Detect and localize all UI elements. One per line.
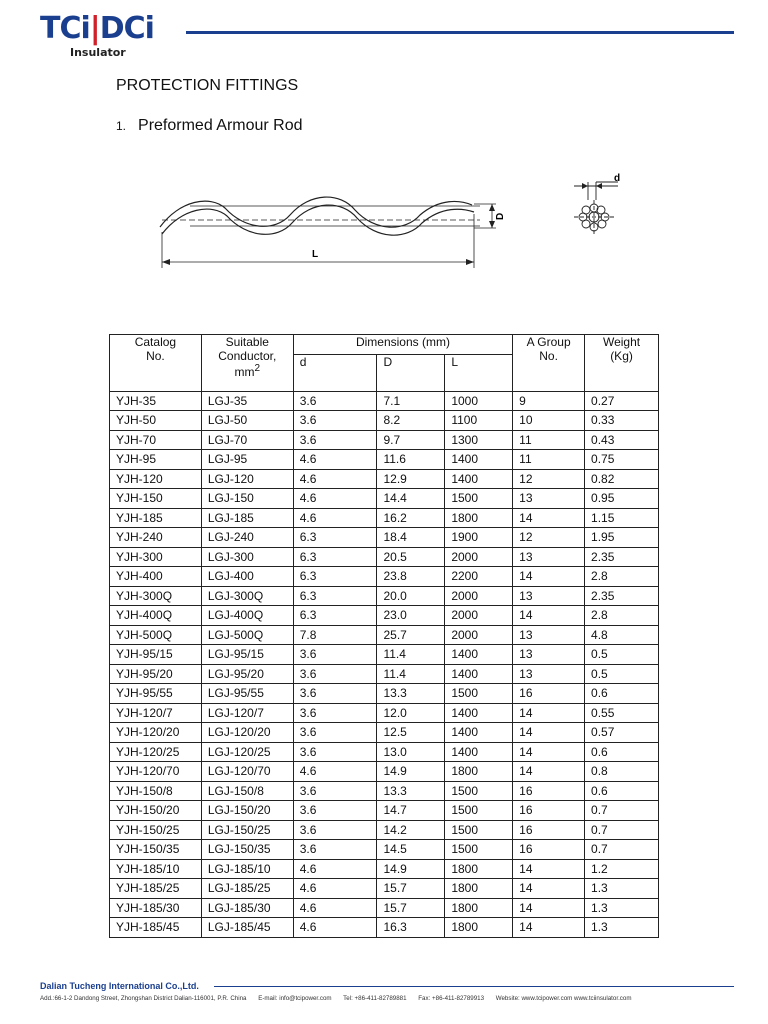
- cell-catalog: YJH-300Q: [110, 586, 202, 606]
- cell-catalog: YJH-400: [110, 567, 202, 587]
- cell-L: 2000: [445, 586, 513, 606]
- cell-catalog: YJH-150/20: [110, 801, 202, 821]
- cell-group: 14: [513, 703, 585, 723]
- cell-weight: 0.5: [585, 664, 659, 684]
- cell-catalog: YJH-95/55: [110, 684, 202, 704]
- cell-weight: 0.6: [585, 742, 659, 762]
- logo-subtitle: Insulator: [70, 46, 126, 59]
- cell-D: 13.0: [377, 742, 445, 762]
- cell-D: 11.4: [377, 664, 445, 684]
- cell-L: 2200: [445, 567, 513, 587]
- cell-conductor: LGJ-35: [201, 391, 293, 411]
- cell-D: 16.3: [377, 918, 445, 938]
- cell-L: 1400: [445, 450, 513, 470]
- cell-catalog: YJH-95/20: [110, 664, 202, 684]
- cell-weight: 0.82: [585, 469, 659, 489]
- cell-weight: 1.3: [585, 879, 659, 899]
- cell-conductor: LGJ-150: [201, 489, 293, 509]
- cell-d: 6.3: [293, 567, 377, 587]
- cell-d: 6.3: [293, 606, 377, 626]
- cell-d: 6.3: [293, 528, 377, 548]
- footer-contact: [40, 995, 740, 1002]
- cell-L: 1800: [445, 879, 513, 899]
- cell-weight: 0.33: [585, 411, 659, 431]
- item-number: 1.: [116, 119, 127, 133]
- cell-catalog: YJH-120/70: [110, 762, 202, 782]
- cell-d: 3.6: [293, 781, 377, 801]
- cell-D: 13.3: [377, 781, 445, 801]
- cell-D: 23.8: [377, 567, 445, 587]
- table-row: [110, 391, 659, 411]
- footer-tel: Tel: +86-411-82789881: [343, 995, 407, 1002]
- table-row: [110, 547, 659, 567]
- cell-D: 15.7: [377, 898, 445, 918]
- cell-L: 1800: [445, 508, 513, 528]
- cell-d: 4.6: [293, 450, 377, 470]
- table-row: [110, 840, 659, 860]
- cell-conductor: LGJ-500Q: [201, 625, 293, 645]
- cell-weight: 4.8: [585, 625, 659, 645]
- cell-D: 9.7: [377, 430, 445, 450]
- cell-L: 1800: [445, 859, 513, 879]
- cell-conductor: LGJ-400: [201, 567, 293, 587]
- table-row: [110, 723, 659, 743]
- cell-weight: 0.6: [585, 781, 659, 801]
- cell-group: 16: [513, 684, 585, 704]
- cell-d: 3.6: [293, 430, 377, 450]
- cell-catalog: YJH-35: [110, 391, 202, 411]
- cell-group: 16: [513, 840, 585, 860]
- cell-group: 14: [513, 567, 585, 587]
- cell-d: 3.6: [293, 645, 377, 665]
- cell-D: 14.7: [377, 801, 445, 821]
- cell-weight: 0.6: [585, 684, 659, 704]
- cell-conductor: LGJ-185/30: [201, 898, 293, 918]
- cell-group: 11: [513, 450, 585, 470]
- table-row: [110, 528, 659, 548]
- footer-divider: [214, 986, 734, 987]
- cell-weight: 1.15: [585, 508, 659, 528]
- footer-website: Website: www.tcipower.com www.tciinsulator.com: [495, 995, 632, 1002]
- cell-d: 4.6: [293, 508, 377, 528]
- cell-group: 14: [513, 762, 585, 782]
- cell-L: 1400: [445, 645, 513, 665]
- cell-weight: 1.3: [585, 898, 659, 918]
- cell-D: 14.4: [377, 489, 445, 509]
- cell-group: 13: [513, 645, 585, 665]
- cell-L: 1500: [445, 801, 513, 821]
- cell-weight: 0.7: [585, 801, 659, 821]
- table-row: [110, 606, 659, 626]
- cell-weight: 2.8: [585, 606, 659, 626]
- table-row: [110, 684, 659, 704]
- cell-L: 1500: [445, 684, 513, 704]
- cell-conductor: LGJ-300Q: [201, 586, 293, 606]
- cell-d: 4.6: [293, 898, 377, 918]
- table-row: [110, 703, 659, 723]
- cell-weight: 0.75: [585, 450, 659, 470]
- cell-d: 6.3: [293, 547, 377, 567]
- cell-group: 14: [513, 918, 585, 938]
- cell-d: 3.6: [293, 703, 377, 723]
- cell-weight: 0.43: [585, 430, 659, 450]
- cell-D: 25.7: [377, 625, 445, 645]
- cell-d: 3.6: [293, 801, 377, 821]
- cell-D: 13.3: [377, 684, 445, 704]
- wire-diameter-label: d: [614, 173, 621, 184]
- cell-conductor: LGJ-185: [201, 508, 293, 528]
- cell-catalog: YJH-185: [110, 508, 202, 528]
- cell-weight: 1.95: [585, 528, 659, 548]
- table-row: [110, 801, 659, 821]
- footer-address: Add.:66-1-2 Dandong Street, Zhongshan District Dalian-116001, P.R. China: [40, 995, 247, 1002]
- cell-L: 1000: [445, 391, 513, 411]
- table-row: [110, 625, 659, 645]
- cell-conductor: LGJ-240: [201, 528, 293, 548]
- cell-d: 3.6: [293, 391, 377, 411]
- cell-D: 8.2: [377, 411, 445, 431]
- length-label: L: [312, 249, 319, 260]
- cell-D: 12.9: [377, 469, 445, 489]
- cell-group: 14: [513, 879, 585, 899]
- cell-D: 12.0: [377, 703, 445, 723]
- cell-L: 1400: [445, 723, 513, 743]
- cell-conductor: LGJ-95/15: [201, 645, 293, 665]
- table-row: [110, 430, 659, 450]
- cell-L: 1500: [445, 820, 513, 840]
- cell-conductor: LGJ-95: [201, 450, 293, 470]
- col-header-D: D: [377, 354, 445, 391]
- cell-group: 11: [513, 430, 585, 450]
- footer-fax: Fax: +86-411-82789913: [418, 995, 485, 1002]
- cell-conductor: LGJ-70: [201, 430, 293, 450]
- cell-L: 1400: [445, 664, 513, 684]
- cell-L: 2000: [445, 606, 513, 626]
- cell-weight: 1.2: [585, 859, 659, 879]
- cell-group: 9: [513, 391, 585, 411]
- cell-L: 1400: [445, 703, 513, 723]
- table-row: [110, 469, 659, 489]
- cell-conductor: LGJ-120/7: [201, 703, 293, 723]
- col-header-weight: Weight (Kg): [585, 335, 659, 392]
- table-row: [110, 645, 659, 665]
- cell-catalog: YJH-70: [110, 430, 202, 450]
- cell-group: 13: [513, 586, 585, 606]
- cell-group: 12: [513, 528, 585, 548]
- cell-L: 2000: [445, 547, 513, 567]
- cell-catalog: YJH-95/15: [110, 645, 202, 665]
- cell-L: 1400: [445, 742, 513, 762]
- cell-L: 1800: [445, 918, 513, 938]
- cell-weight: 0.7: [585, 820, 659, 840]
- cell-catalog: YJH-150/35: [110, 840, 202, 860]
- cell-weight: 2.35: [585, 586, 659, 606]
- cell-group: 14: [513, 606, 585, 626]
- cell-conductor: LGJ-95/20: [201, 664, 293, 684]
- cell-group: 16: [513, 781, 585, 801]
- cell-D: 15.7: [377, 879, 445, 899]
- table-row: [110, 820, 659, 840]
- section-title: PROTECTION FITTINGS: [116, 77, 299, 94]
- cell-L: 1100: [445, 411, 513, 431]
- item-title: Preformed Armour Rod: [138, 117, 303, 134]
- cell-conductor: LGJ-185/45: [201, 918, 293, 938]
- cell-conductor: LGJ-185/10: [201, 859, 293, 879]
- cell-group: 16: [513, 801, 585, 821]
- cell-L: 1400: [445, 469, 513, 489]
- cell-catalog: YJH-120/20: [110, 723, 202, 743]
- cell-catalog: YJH-240: [110, 528, 202, 548]
- cell-d: 7.8: [293, 625, 377, 645]
- cell-catalog: YJH-185/45: [110, 918, 202, 938]
- cell-catalog: YJH-150/8: [110, 781, 202, 801]
- logo-dci: DCi: [99, 11, 154, 46]
- cell-d: 3.6: [293, 820, 377, 840]
- cell-d: 3.6: [293, 411, 377, 431]
- cell-catalog: YJH-185/30: [110, 898, 202, 918]
- subsection-heading: [116, 117, 303, 135]
- cell-weight: 0.57: [585, 723, 659, 743]
- cell-conductor: LGJ-120/70: [201, 762, 293, 782]
- cell-conductor: LGJ-120/25: [201, 742, 293, 762]
- header-divider: [186, 31, 734, 34]
- table-row: [110, 664, 659, 684]
- table-row: [110, 586, 659, 606]
- table-row: [110, 781, 659, 801]
- table-row: [110, 489, 659, 509]
- rod-helix-upper: [160, 197, 472, 227]
- cell-D: 16.2: [377, 508, 445, 528]
- cell-catalog: YJH-300: [110, 547, 202, 567]
- col-header-conductor: Suitable Conductor, $mm^2$: [201, 335, 293, 392]
- cell-catalog: YJH-150/25: [110, 820, 202, 840]
- cell-catalog: YJH-120: [110, 469, 202, 489]
- table-row: [110, 918, 659, 938]
- cell-d: 4.6: [293, 879, 377, 899]
- cell-weight: 1.3: [585, 918, 659, 938]
- cell-L: 1300: [445, 430, 513, 450]
- table-row: [110, 859, 659, 879]
- cell-d: 4.6: [293, 469, 377, 489]
- company-logo: [40, 11, 154, 59]
- cell-D: 14.2: [377, 820, 445, 840]
- cell-weight: 0.95: [585, 489, 659, 509]
- cell-group: 14: [513, 859, 585, 879]
- cell-catalog: YJH-50: [110, 411, 202, 431]
- cell-group: 16: [513, 820, 585, 840]
- cell-d: 3.6: [293, 742, 377, 762]
- logo-separator: |: [89, 11, 100, 46]
- col-header-L: L: [445, 354, 513, 391]
- cell-weight: 0.7: [585, 840, 659, 860]
- logo-tci: TCi: [40, 11, 90, 46]
- cell-catalog: YJH-120/7: [110, 703, 202, 723]
- cell-group: 14: [513, 742, 585, 762]
- col-header-group: A Group No.: [513, 335, 585, 392]
- table-body: [110, 391, 659, 937]
- col-header-d: d: [293, 354, 377, 391]
- cell-conductor: LGJ-150/25: [201, 820, 293, 840]
- cell-D: 11.6: [377, 450, 445, 470]
- cell-weight: 2.35: [585, 547, 659, 567]
- cell-group: 13: [513, 664, 585, 684]
- cell-catalog: YJH-120/25: [110, 742, 202, 762]
- cell-weight: 0.5: [585, 645, 659, 665]
- table-row: [110, 898, 659, 918]
- cell-catalog: YJH-95: [110, 450, 202, 470]
- cell-group: 12: [513, 469, 585, 489]
- cell-conductor: LGJ-120/20: [201, 723, 293, 743]
- cell-D: 12.5: [377, 723, 445, 743]
- cell-conductor: LGJ-95/55: [201, 684, 293, 704]
- cell-L: 1800: [445, 762, 513, 782]
- cell-catalog: YJH-185/25: [110, 879, 202, 899]
- cell-group: 13: [513, 489, 585, 509]
- cell-conductor: LGJ-185/25: [201, 879, 293, 899]
- cell-D: 20.5: [377, 547, 445, 567]
- table-row: [110, 450, 659, 470]
- cell-D: 23.0: [377, 606, 445, 626]
- cell-conductor: LGJ-150/20: [201, 801, 293, 821]
- table-header-row-1: [110, 335, 659, 355]
- cross-section-drawing: [570, 170, 640, 250]
- cell-D: 7.1: [377, 391, 445, 411]
- table-row: [110, 411, 659, 431]
- cell-d: 6.3: [293, 586, 377, 606]
- cell-group: 14: [513, 723, 585, 743]
- cell-D: 18.4: [377, 528, 445, 548]
- col-header-catalog: Catalog No.: [110, 335, 202, 392]
- cell-L: 1900: [445, 528, 513, 548]
- cell-d: 3.6: [293, 723, 377, 743]
- cell-D: 14.9: [377, 762, 445, 782]
- cell-weight: 0.55: [585, 703, 659, 723]
- cell-group: 13: [513, 625, 585, 645]
- footer-company: Dalian Tucheng International Co.,Ltd.: [40, 981, 199, 991]
- cell-D: 11.4: [377, 645, 445, 665]
- cell-group: 10: [513, 411, 585, 431]
- cell-catalog: YJH-185/10: [110, 859, 202, 879]
- cell-d: 4.6: [293, 918, 377, 938]
- cell-d: 3.6: [293, 684, 377, 704]
- cell-group: 14: [513, 898, 585, 918]
- table-row: [110, 762, 659, 782]
- col-header-dimensions: Dimensions (mm): [293, 335, 512, 355]
- cell-D: 14.5: [377, 840, 445, 860]
- cell-weight: 0.8: [585, 762, 659, 782]
- cell-d: 4.6: [293, 762, 377, 782]
- footer-email: E-mail: info@tcipower.com: [258, 995, 332, 1002]
- logo-mark: [40, 11, 154, 46]
- cell-group: 14: [513, 508, 585, 528]
- table-row: [110, 742, 659, 762]
- cell-group: 13: [513, 547, 585, 567]
- diameter-label: D: [495, 212, 506, 220]
- cell-d: 3.6: [293, 664, 377, 684]
- cell-L: 1500: [445, 840, 513, 860]
- cell-conductor: LGJ-120: [201, 469, 293, 489]
- cell-conductor: LGJ-150/35: [201, 840, 293, 860]
- cell-d: 3.6: [293, 840, 377, 860]
- table-row: [110, 567, 659, 587]
- cell-d: 4.6: [293, 489, 377, 509]
- armour-rod-drawing: [150, 170, 520, 275]
- cell-catalog: YJH-150: [110, 489, 202, 509]
- cell-L: 1500: [445, 489, 513, 509]
- cell-conductor: LGJ-50: [201, 411, 293, 431]
- table-row: [110, 508, 659, 528]
- cell-weight: 2.8: [585, 567, 659, 587]
- spec-table: [109, 334, 659, 938]
- table-row: [110, 879, 659, 899]
- cell-L: 2000: [445, 625, 513, 645]
- cell-catalog: YJH-500Q: [110, 625, 202, 645]
- cell-conductor: LGJ-150/8: [201, 781, 293, 801]
- cell-D: 20.0: [377, 586, 445, 606]
- cell-weight: 0.27: [585, 391, 659, 411]
- cell-L: 1800: [445, 898, 513, 918]
- cell-catalog: YJH-400Q: [110, 606, 202, 626]
- cell-L: 1500: [445, 781, 513, 801]
- cell-D: 14.9: [377, 859, 445, 879]
- cell-d: 4.6: [293, 859, 377, 879]
- cell-conductor: LGJ-300: [201, 547, 293, 567]
- cell-conductor: LGJ-400Q: [201, 606, 293, 626]
